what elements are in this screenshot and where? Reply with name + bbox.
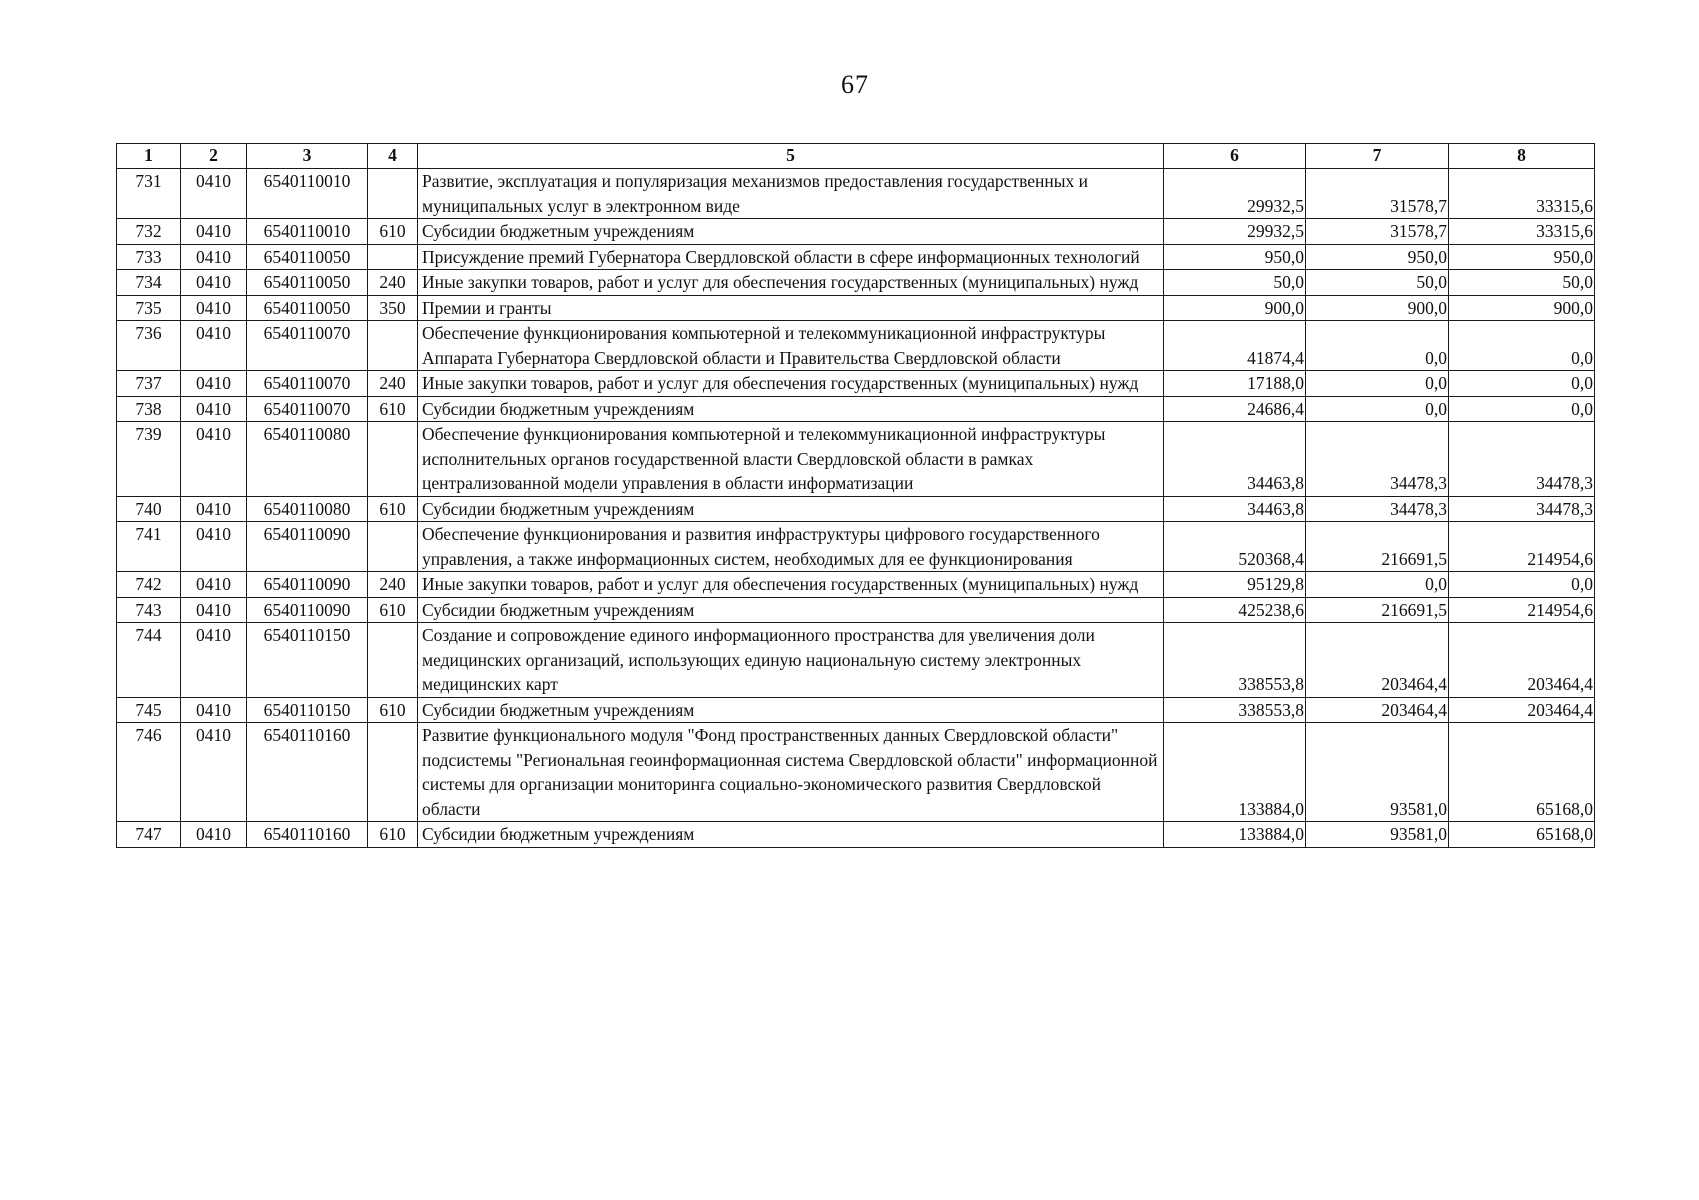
page-number: 67	[841, 70, 869, 99]
row-number-cell: 738	[117, 396, 181, 422]
description-cell: Создание и сопровождение единого информационного пространства для увеличения доли медицинских организаций, использующих единую национальную систему электронных медицинских карт	[418, 623, 1164, 698]
amount-col7-cell: 203464,4	[1306, 697, 1449, 723]
table-row	[117, 219, 1595, 245]
table-body	[117, 169, 1595, 848]
row-number-cell: 736	[117, 321, 181, 371]
row-number-cell: 747	[117, 822, 181, 848]
expense-type-cell: 240	[368, 371, 418, 397]
table-row	[117, 371, 1595, 397]
target-article-cell: 6540110160	[247, 822, 368, 848]
section-code-cell: 0410	[181, 169, 247, 219]
amount-col7-cell: 50,0	[1306, 270, 1449, 296]
header-col-1: 1	[117, 144, 181, 169]
row-number-cell: 737	[117, 371, 181, 397]
expense-type-cell: 350	[368, 295, 418, 321]
row-number-cell: 743	[117, 597, 181, 623]
amount-col8-cell: 203464,4	[1449, 623, 1595, 698]
table-row	[117, 697, 1595, 723]
section-code-cell: 0410	[181, 295, 247, 321]
row-number-cell: 734	[117, 270, 181, 296]
expense-type-cell: 610	[368, 219, 418, 245]
row-number-cell: 741	[117, 522, 181, 572]
header-col-8: 8	[1449, 144, 1595, 169]
amount-col6-cell: 520368,4	[1164, 522, 1306, 572]
row-number-cell: 735	[117, 295, 181, 321]
table-row	[117, 723, 1595, 822]
header-col-4: 4	[368, 144, 418, 169]
amount-col7-cell: 216691,5	[1306, 522, 1449, 572]
target-article-cell: 6540110090	[247, 522, 368, 572]
row-number-cell: 740	[117, 496, 181, 522]
amount-col7-cell: 31578,7	[1306, 219, 1449, 245]
section-code-cell: 0410	[181, 522, 247, 572]
amount-col7-cell: 93581,0	[1306, 822, 1449, 848]
description-cell: Обеспечение функционирования компьютерной и телекоммуникационной инфраструктуры исполнительных органов государственной власти Свердловской области в рамках централизованной модели управления в области информатизации	[418, 422, 1164, 497]
description-cell: Субсидии бюджетным учреждениям	[418, 822, 1164, 848]
description-cell: Развитие, эксплуатация и популяризация механизмов предоставления государственных и муниципальных услуг в электронном виде	[418, 169, 1164, 219]
target-article-cell: 6540110080	[247, 496, 368, 522]
description-cell: Присуждение премий Губернатора Свердловской области в сфере информационных технологий	[418, 244, 1164, 270]
table-row	[117, 270, 1595, 296]
table-row	[117, 422, 1595, 497]
target-article-cell: 6540110010	[247, 169, 368, 219]
expense-type-cell	[368, 321, 418, 371]
amount-col6-cell: 41874,4	[1164, 321, 1306, 371]
row-number-cell: 733	[117, 244, 181, 270]
section-code-cell: 0410	[181, 723, 247, 822]
amount-col6-cell: 24686,4	[1164, 396, 1306, 422]
row-number-cell: 745	[117, 697, 181, 723]
amount-col6-cell: 133884,0	[1164, 822, 1306, 848]
target-article-cell: 6540110050	[247, 270, 368, 296]
amount-col7-cell: 93581,0	[1306, 723, 1449, 822]
description-cell: Иные закупки товаров, работ и услуг для обеспечения государственных (муниципальных) нужд	[418, 270, 1164, 296]
target-article-cell: 6540110090	[247, 572, 368, 598]
table-row	[117, 597, 1595, 623]
amount-col8-cell: 65168,0	[1449, 723, 1595, 822]
amount-col8-cell: 0,0	[1449, 572, 1595, 598]
description-cell: Иные закупки товаров, работ и услуг для обеспечения государственных (муниципальных) нужд	[418, 572, 1164, 598]
section-code-cell: 0410	[181, 371, 247, 397]
section-code-cell: 0410	[181, 321, 247, 371]
amount-col8-cell: 34478,3	[1449, 496, 1595, 522]
table-row	[117, 572, 1595, 598]
table-row	[117, 244, 1595, 270]
amount-col8-cell: 50,0	[1449, 270, 1595, 296]
table-row	[117, 496, 1595, 522]
amount-col7-cell: 34478,3	[1306, 422, 1449, 497]
header-col-3: 3	[247, 144, 368, 169]
amount-col8-cell: 203464,4	[1449, 697, 1595, 723]
target-article-cell: 6540110070	[247, 321, 368, 371]
section-code-cell: 0410	[181, 422, 247, 497]
amount-col6-cell: 133884,0	[1164, 723, 1306, 822]
row-number-cell: 742	[117, 572, 181, 598]
amount-col7-cell: 0,0	[1306, 371, 1449, 397]
section-code-cell: 0410	[181, 270, 247, 296]
table-row	[117, 295, 1595, 321]
amount-col6-cell: 50,0	[1164, 270, 1306, 296]
expense-type-cell: 610	[368, 396, 418, 422]
amount-col6-cell: 17188,0	[1164, 371, 1306, 397]
table-row	[117, 396, 1595, 422]
section-code-cell: 0410	[181, 496, 247, 522]
table-row	[117, 522, 1595, 572]
section-code-cell: 0410	[181, 623, 247, 698]
description-cell: Субсидии бюджетным учреждениям	[418, 597, 1164, 623]
section-code-cell: 0410	[181, 244, 247, 270]
description-cell: Развитие функционального модуля "Фонд пространственных данных Свердловской области" подсистемы "Региональная геоинформационная система Свердловской области" информационной системы для организации мониторинга социально-экономического развития Свердловской области	[418, 723, 1164, 822]
header-col-2: 2	[181, 144, 247, 169]
target-article-cell: 6540110080	[247, 422, 368, 497]
description-cell: Субсидии бюджетным учреждениям	[418, 697, 1164, 723]
amount-col7-cell: 900,0	[1306, 295, 1449, 321]
amount-col7-cell: 216691,5	[1306, 597, 1449, 623]
amount-col7-cell: 0,0	[1306, 572, 1449, 598]
table-row	[117, 321, 1595, 371]
target-article-cell: 6540110050	[247, 244, 368, 270]
description-cell: Обеспечение функционирования компьютерной и телекоммуникационной инфраструктуры Аппарата Губернатора Свердловской области и Правительства Свердловской области	[418, 321, 1164, 371]
amount-col7-cell: 31578,7	[1306, 169, 1449, 219]
section-code-cell: 0410	[181, 697, 247, 723]
amount-col6-cell: 950,0	[1164, 244, 1306, 270]
table-row	[117, 822, 1595, 848]
table-header-row	[117, 144, 1595, 169]
row-number-cell: 731	[117, 169, 181, 219]
description-cell: Премии и гранты	[418, 295, 1164, 321]
header-col-6: 6	[1164, 144, 1306, 169]
amount-col6-cell: 34463,8	[1164, 422, 1306, 497]
table-row	[117, 169, 1595, 219]
section-code-cell: 0410	[181, 597, 247, 623]
expense-type-cell	[368, 169, 418, 219]
amount-col7-cell: 34478,3	[1306, 496, 1449, 522]
expense-type-cell: 240	[368, 572, 418, 598]
row-number-cell: 739	[117, 422, 181, 497]
amount-col7-cell: 0,0	[1306, 396, 1449, 422]
amount-col6-cell: 338553,8	[1164, 697, 1306, 723]
section-code-cell: 0410	[181, 219, 247, 245]
amount-col8-cell: 65168,0	[1449, 822, 1595, 848]
amount-col6-cell: 29932,5	[1164, 169, 1306, 219]
amount-col8-cell: 34478,3	[1449, 422, 1595, 497]
amount-col8-cell: 0,0	[1449, 321, 1595, 371]
target-article-cell: 6540110150	[247, 623, 368, 698]
description-cell: Субсидии бюджетным учреждениям	[418, 396, 1164, 422]
amount-col8-cell: 0,0	[1449, 396, 1595, 422]
section-code-cell: 0410	[181, 572, 247, 598]
description-cell: Субсидии бюджетным учреждениям	[418, 219, 1164, 245]
budget-table	[116, 143, 1595, 848]
amount-col6-cell: 425238,6	[1164, 597, 1306, 623]
section-code-cell: 0410	[181, 822, 247, 848]
row-number-cell: 746	[117, 723, 181, 822]
expense-type-cell	[368, 422, 418, 497]
row-number-cell: 744	[117, 623, 181, 698]
expense-type-cell	[368, 723, 418, 822]
target-article-cell: 6540110160	[247, 723, 368, 822]
amount-col8-cell: 33315,6	[1449, 169, 1595, 219]
amount-col8-cell: 900,0	[1449, 295, 1595, 321]
target-article-cell: 6540110090	[247, 597, 368, 623]
expense-type-cell: 610	[368, 597, 418, 623]
description-cell: Субсидии бюджетным учреждениям	[418, 496, 1164, 522]
amount-col8-cell: 950,0	[1449, 244, 1595, 270]
description-cell: Обеспечение функционирования и развития инфраструктуры цифрового государственного управления, а также информационных систем, необходимых для ее функционирования	[418, 522, 1164, 572]
amount-col6-cell: 338553,8	[1164, 623, 1306, 698]
expense-type-cell: 610	[368, 496, 418, 522]
header-col-7: 7	[1306, 144, 1449, 169]
target-article-cell: 6540110070	[247, 371, 368, 397]
amount-col7-cell: 203464,4	[1306, 623, 1449, 698]
section-code-cell: 0410	[181, 396, 247, 422]
expense-type-cell	[368, 244, 418, 270]
expense-type-cell: 610	[368, 697, 418, 723]
amount-col8-cell: 0,0	[1449, 371, 1595, 397]
row-number-cell: 732	[117, 219, 181, 245]
amount-col8-cell: 33315,6	[1449, 219, 1595, 245]
amount-col7-cell: 950,0	[1306, 244, 1449, 270]
target-article-cell: 6540110150	[247, 697, 368, 723]
amount-col6-cell: 95129,8	[1164, 572, 1306, 598]
expense-type-cell: 240	[368, 270, 418, 296]
table-row	[117, 623, 1595, 698]
expense-type-cell	[368, 522, 418, 572]
amount-col8-cell: 214954,6	[1449, 597, 1595, 623]
expense-type-cell: 610	[368, 822, 418, 848]
target-article-cell: 6540110010	[247, 219, 368, 245]
target-article-cell: 6540110070	[247, 396, 368, 422]
description-cell: Иные закупки товаров, работ и услуг для обеспечения государственных (муниципальных) нужд	[418, 371, 1164, 397]
amount-col7-cell: 0,0	[1306, 321, 1449, 371]
header-col-5: 5	[418, 144, 1164, 169]
amount-col8-cell: 214954,6	[1449, 522, 1595, 572]
target-article-cell: 6540110050	[247, 295, 368, 321]
amount-col6-cell: 900,0	[1164, 295, 1306, 321]
expense-type-cell	[368, 623, 418, 698]
amount-col6-cell: 29932,5	[1164, 219, 1306, 245]
amount-col6-cell: 34463,8	[1164, 496, 1306, 522]
